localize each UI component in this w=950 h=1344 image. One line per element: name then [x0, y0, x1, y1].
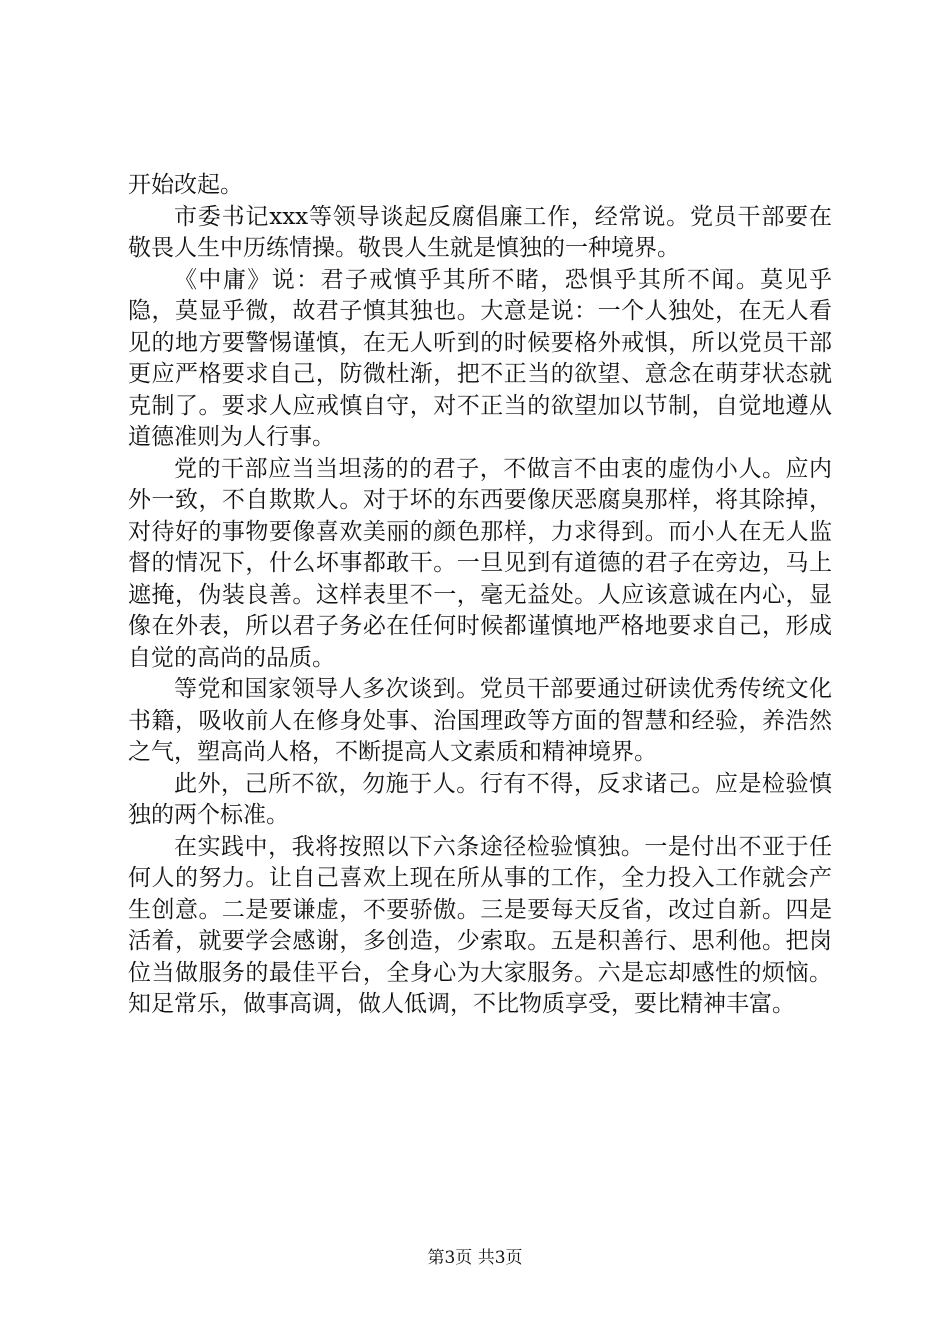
paragraph-continuation: 开始改起。 [128, 172, 243, 198]
page-number-footer: 第3页 共3页 [427, 1248, 523, 1268]
paragraph-gentleman-vs-petty: 党的干部应当当坦荡的的君子，不做言不由衷的虚伪小人。应内外一致，不自欺欺人。对于坏的东西要像厌恶腐臭那样，将其除掉，对待好的事物要像喜欢美丽的颜色那样，力求得到。而小人在无人监督的情况下，什么坏事都敢干。一旦见到有道德的君子在旁边，马上遮掩，伪装良善。这样表里不一，毫无益处。人应该意诚在内心，显像在外表，所以君子务必在任何时候都谨慎地严格地要求自己，形成自觉的高尚的品质。 [128, 455, 832, 671]
paragraph-two-standards: 此外，己所不欲，勿施于人。行有不得，反求诸己。应是检验慎独的两个标准。 [128, 770, 832, 828]
paragraph-party-secretary-remarks: 市委书记xxx等领导谈起反腐倡廉工作，经常说。党员干部要在敬畏人生中历练情操。敬畏人生就是慎独的一种境界。 [128, 203, 832, 261]
paragraph-six-approaches: 在实践中，我将按照以下六条途径检验慎独。一是付出不亚于任何人的努力。让自己喜欢上现在所从事的工作，全力投入工作就会产生创意。二是要谦虚，不要骄傲。三是要每天反省，改过自新。四是活着，就要学会感谢，多创造，少索取。五是积善行、思利他。把岗位当做服务的最佳平台，全身心为大家服务。六是忘却感性的烦恼。知足常乐，做事高调，做人低调，不比物质享受，要比精神丰富。 [128, 833, 832, 1017]
document-body [128, 170, 832, 1021]
paragraph-zhongyong-quote: 《中庸》说：君子戒慎乎其所不睹，恐惧乎其所不闻。莫见乎隐，莫显乎微，故君子慎其独也。大意是说：一个人独处，在无人看见的地方要警惕谨慎，在无人听到的时候要格外戒惧，所以党员干部更应严格要求自己，防微杜渐，把不正当的欲望、意念在萌芽状态就克制了。要求人应戒慎自守，对不正当的欲望加以节制，自觉地遵从道德准则为人行事。 [128, 266, 832, 450]
paragraph-traditional-culture: 等党和国家领导人多次谈到。党员干部要通过研读优秀传统文化书籍，吸收前人在修身处事、治国理政等方面的智慧和经验，养浩然之气，塑高尚人格，不断提高人文素质和精神境界。 [128, 676, 832, 765]
